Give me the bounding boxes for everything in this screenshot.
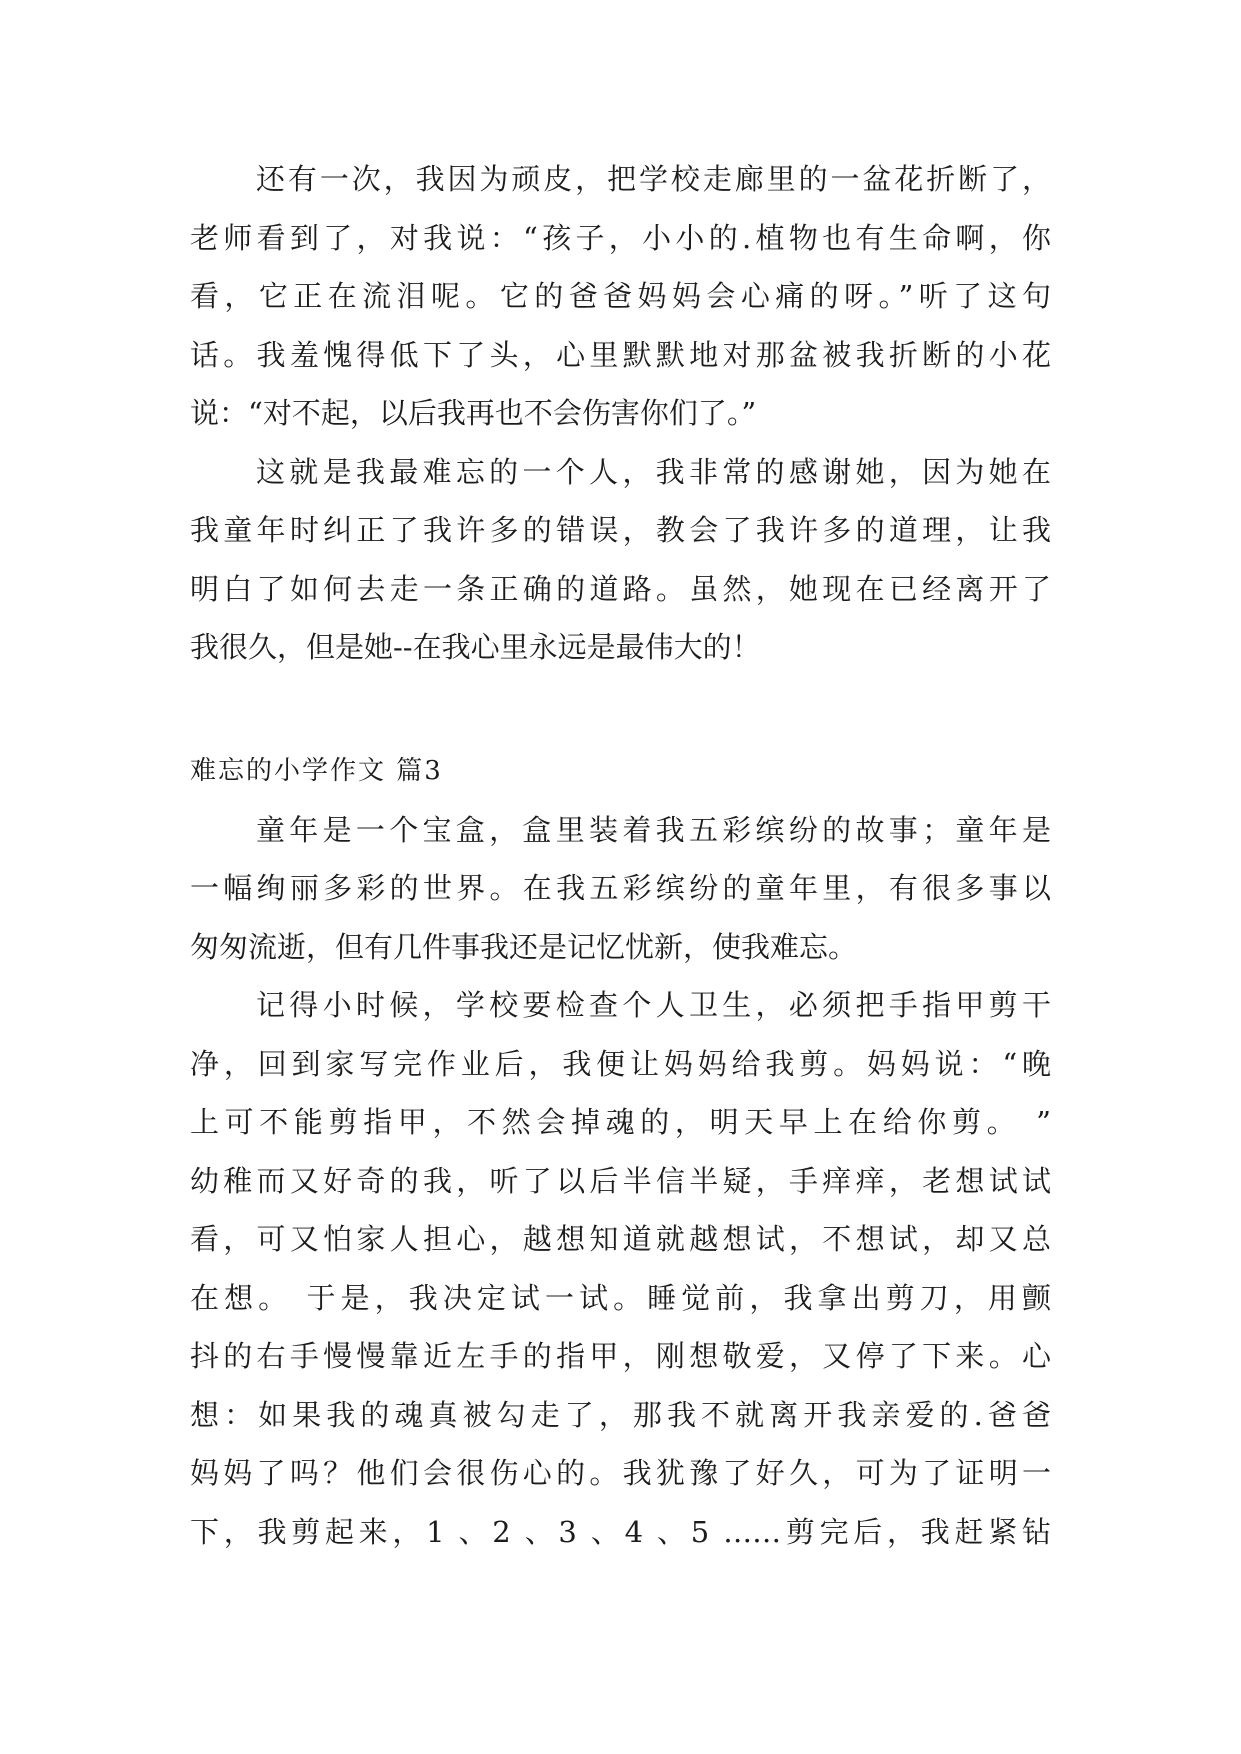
text-line: 我很久，但是她--在我心里永远是最伟大的！ — [190, 630, 761, 664]
essay-title: 难忘的小学作文 篇3 — [190, 756, 443, 786]
paragraph-fingernails-story — [190, 976, 1051, 1561]
text-line: 看，它正在流泪呢。它的爸爸妈妈会心痛的呀。”听了这句 — [190, 279, 1051, 313]
text-line: 话。我羞愧得低下了头，心里默默地对那盆被我折断的小花 — [190, 337, 1051, 372]
text-line: 净，回到家写完作业后，我便让妈妈给我剪。妈妈说：“晚 — [190, 1046, 1051, 1081]
text-line: 下，我剪起来，1 、2 、3 、4 、5 ……剪完后，我赶紧钻 — [190, 1514, 1051, 1549]
text-line: 想：如果我的魂真被勾走了，那我不就离开我亲爱的.爸爸 — [190, 1397, 1051, 1432]
text-line: 老师看到了，对我说：“孩子，小小的.植物也有生命啊，你 — [190, 220, 1051, 255]
text-line: 还有一次，我因为顽皮，把学校走廊里的一盆花折断了， — [256, 162, 1051, 196]
text-line: 匆匆流逝，但有几件事我还是记忆忧新，使我难忘。 — [190, 929, 858, 964]
text-line: 一幅绚丽多彩的世界。在我五彩缤纷的童年里，有很多事以 — [190, 871, 1051, 905]
text-line: 妈妈了吗？他们会很伤心的。我犹豫了好久，可为了证明一 — [190, 1456, 1051, 1490]
text-line: 明白了如何去走一条正确的道路。虽然，她现在已经离开了 — [190, 571, 1051, 606]
text-line: 看，可又怕家人担心，越想知道就越想试，不想试，却又总 — [190, 1222, 1051, 1256]
paragraph-forgiveness-flower — [190, 150, 1051, 443]
paragraph-conclusion — [190, 443, 1051, 677]
text-line: 抖的右手慢慢靠近左手的指甲，刚想敬爱，又停了下来。心 — [190, 1339, 1051, 1373]
text-line: 记得小时候，学校要检查个人卫生，必须把手指甲剪干 — [256, 988, 1051, 1022]
text-line: 这就是我最难忘的一个人，我非常的感谢她，因为她在 — [256, 454, 1051, 489]
text-line: 童年是一个宝盒，盒里装着我五彩缤纷的故事；童年是 — [256, 812, 1051, 847]
text-line: 幼稚而又好奇的我，听了以后半信半疑，手痒痒，老想试试 — [190, 1163, 1051, 1198]
text-line: 说：“对不起，以后我再也不会伤害你们了。” — [190, 396, 757, 430]
text-line: 上可不能剪指甲，不然会掉魂的，明天早上在给你剪。 ” — [190, 1105, 1051, 1139]
text-line: 我童年时纠正了我许多的错误，教会了我许多的道理，让我 — [190, 513, 1051, 547]
paragraph-childhood-intro — [190, 801, 1051, 977]
document-body — [190, 150, 1051, 1561]
text-line: 在想。 于是，我决定试一试。睡觉前，我拿出剪刀，用颤 — [190, 1280, 1051, 1315]
